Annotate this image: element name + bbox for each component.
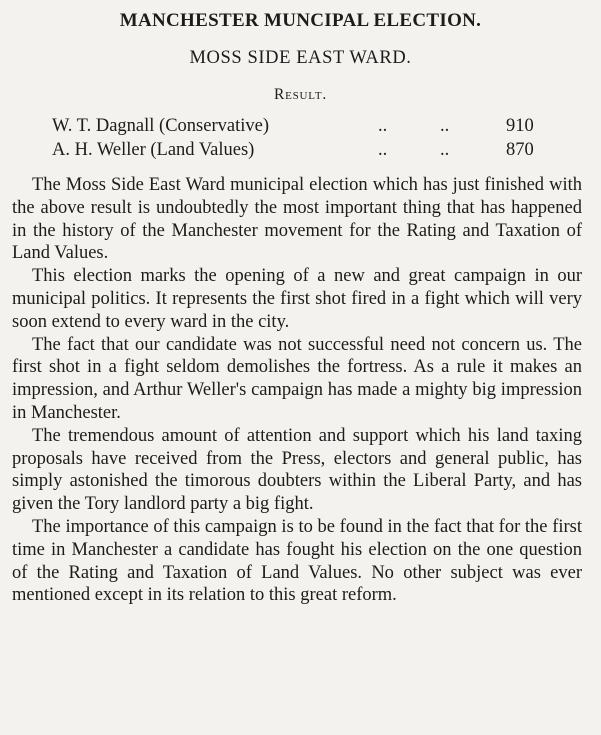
- article-headline: MANCHESTER MUNCIPAL ELECTION.: [119, 10, 482, 31]
- vote-count: 870: [506, 140, 534, 160]
- result-row: [0, 140, 601, 164]
- result-label: Result.: [273, 86, 328, 103]
- article-body: [12, 174, 582, 607]
- paragraph: This election marks the opening of a new and great campaign in our municipal politics. It represents the first shot fired in a fight which will very soon extend to every ward in the city.: [12, 266, 582, 332]
- paragraph: The fact that our candidate was not successful need not concern us. The first shot in a fight seldom demolishes the fortress. As a rule it makes an impression, and Arthur Weller's campaign has made a mighty big impression in Manchester.: [12, 334, 582, 423]
- paragraph: The importance of this campaign is to be found in the fact that for the first time in Manchester a candidate has fought his election on the one question of the Rating and Taxation of Land Values. No other subject was ever mentioned except in its relation to this great reform.: [12, 516, 582, 606]
- leader-dots: ..: [378, 140, 388, 160]
- leader-dots: ..: [440, 140, 450, 160]
- candidate-name: W. T. Dagnall (Conservative): [52, 116, 269, 136]
- vote-count: 910: [506, 116, 534, 136]
- leader-dots: ..: [440, 116, 450, 136]
- leader-dots: ..: [378, 116, 388, 136]
- paragraph: The tremendous amount of attention and support which his land taxing proposals have received from the Press, electors and general public, has simply astonished the timorous doubters within the Liberal Party, and has given the Tory landlord party a big fight.: [12, 425, 582, 515]
- paragraph: The Moss Side East Ward municipal election which has just finished with the above result is undoubtedly the most important thing that has happened in the history of the Manchester movement for the Rating and Taxation of Land Values.: [12, 175, 582, 264]
- ward-subheading: MOSS SIDE EAST WARD.: [189, 48, 412, 68]
- result-row: [0, 116, 601, 140]
- candidate-name: A. H. Weller (Land Values): [52, 140, 255, 160]
